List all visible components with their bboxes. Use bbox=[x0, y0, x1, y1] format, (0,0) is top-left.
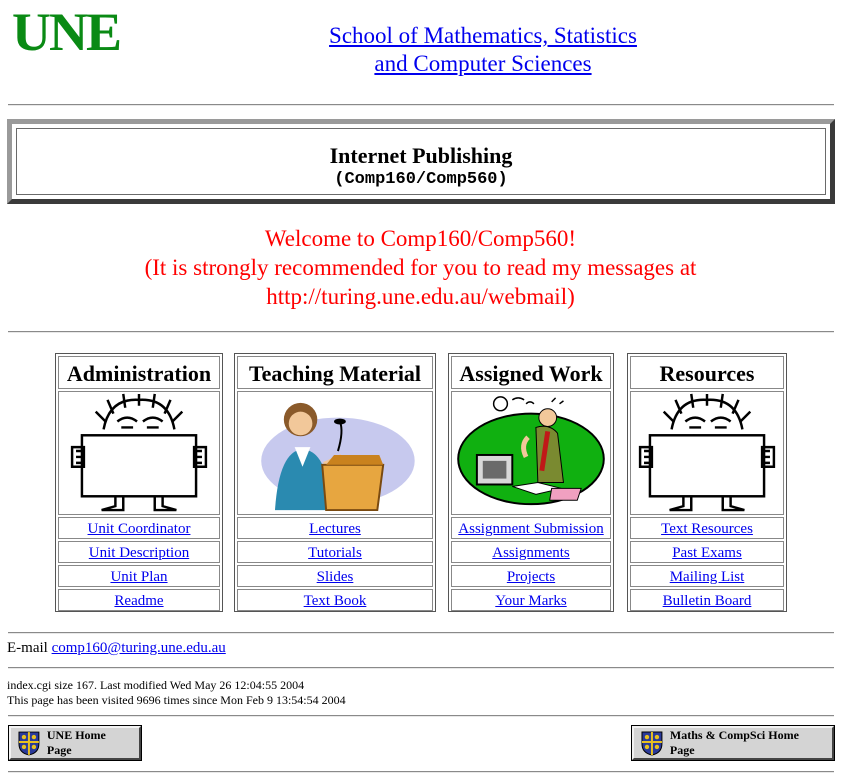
page-info bbox=[7, 678, 346, 708]
divider bbox=[8, 667, 834, 669]
school-link-line2[interactable]: and Computer Sciences bbox=[374, 51, 592, 76]
panel-heading: Teaching Material bbox=[237, 356, 433, 389]
link-text[interactable]: Tutorials bbox=[308, 545, 362, 561]
resources-panel bbox=[627, 353, 787, 612]
nav-link-bulletin-board[interactable] bbox=[630, 589, 784, 611]
school-title[interactable] bbox=[300, 22, 666, 78]
link-text[interactable]: Assignment Submission bbox=[458, 521, 604, 537]
nav-link-text-book[interactable] bbox=[237, 589, 433, 611]
course-title-box bbox=[7, 119, 835, 204]
divider bbox=[8, 632, 834, 634]
link-text[interactable]: Lectures bbox=[309, 521, 361, 537]
panel-heading: Assigned Work bbox=[451, 356, 611, 389]
link-text[interactable]: Unit Coordinator bbox=[87, 521, 191, 537]
sign-holding-character-image bbox=[630, 391, 784, 515]
link-text[interactable]: Projects bbox=[506, 569, 556, 585]
panel-heading: Administration bbox=[58, 356, 220, 389]
lecturer-icon bbox=[238, 392, 432, 514]
welcome-line-2: (It is strongly recommended for you to read my messages at bbox=[144, 255, 697, 280]
welcome-line-1: Welcome to Comp160/Comp560! bbox=[264, 226, 577, 251]
lecturer-at-podium-image bbox=[237, 391, 433, 515]
welcome-message bbox=[0, 224, 841, 311]
link-text[interactable]: Slides bbox=[316, 569, 354, 585]
administration-panel bbox=[55, 353, 223, 612]
course-title-inner bbox=[16, 128, 826, 195]
link-text[interactable]: Mailing List bbox=[669, 569, 745, 585]
link-text[interactable]: Text Resources bbox=[661, 521, 753, 537]
frustrated-computer-user-image bbox=[451, 391, 611, 515]
email-link[interactable]: comp160@turing.une.edu.au bbox=[51, 640, 226, 656]
school-home-label: Maths & CompSci Home Page bbox=[669, 728, 799, 757]
nav-link-assignment-submission[interactable] bbox=[451, 517, 611, 539]
une-home-button[interactable] bbox=[9, 726, 141, 760]
visit-counter-text: This page has been visited 9696 times since Mon Feb 9 13:54:54 2004 bbox=[7, 693, 346, 707]
une-home-label: UNE Home Page bbox=[46, 728, 106, 757]
nav-link-unit-plan[interactable] bbox=[58, 565, 220, 587]
nav-link-lectures[interactable] bbox=[237, 517, 433, 539]
divider bbox=[8, 771, 834, 773]
last-modified-text: index.cgi size 167. Last modified Wed May 26 12:04:55 2004 bbox=[7, 678, 305, 692]
sign-character-icon bbox=[59, 392, 219, 514]
assigned-work-panel bbox=[448, 353, 614, 612]
course-title: Internet Publishing bbox=[329, 143, 513, 168]
une-crest-icon bbox=[640, 730, 664, 756]
nav-link-slides[interactable] bbox=[237, 565, 433, 587]
sign-character-icon bbox=[631, 392, 783, 514]
link-text[interactable]: Past Exams bbox=[672, 545, 742, 561]
une-logo: UNE bbox=[12, 2, 121, 62]
divider bbox=[8, 331, 834, 333]
link-text[interactable]: Unit Plan bbox=[110, 569, 168, 585]
link-text[interactable]: Readme bbox=[114, 593, 164, 609]
email-label: E-mail bbox=[7, 640, 48, 656]
link-text[interactable]: Assignments bbox=[492, 545, 570, 561]
nav-link-unit-description[interactable] bbox=[58, 541, 220, 563]
computer-user-icon bbox=[452, 392, 610, 514]
nav-link-assignments[interactable] bbox=[451, 541, 611, 563]
nav-link-mailing-list[interactable] bbox=[630, 565, 784, 587]
nav-link-past-exams[interactable] bbox=[630, 541, 784, 563]
link-text[interactable]: Bulletin Board bbox=[662, 593, 752, 609]
nav-link-your-marks[interactable] bbox=[451, 589, 611, 611]
nav-link-tutorials[interactable] bbox=[237, 541, 433, 563]
panel-heading: Resources bbox=[630, 356, 784, 389]
nav-link-unit-coordinator[interactable] bbox=[58, 517, 220, 539]
nav-link-projects[interactable] bbox=[451, 565, 611, 587]
nav-link-text-resources[interactable] bbox=[630, 517, 784, 539]
email-line bbox=[7, 640, 226, 657]
link-text[interactable]: Your Marks bbox=[495, 593, 567, 609]
divider bbox=[8, 104, 834, 106]
school-link-line1[interactable]: School of Mathematics, Statistics bbox=[329, 23, 637, 48]
school-home-button[interactable] bbox=[632, 726, 834, 760]
link-text[interactable]: Unit Description bbox=[88, 545, 190, 561]
link-text[interactable]: Text Book bbox=[303, 593, 367, 609]
course-code: (Comp160/Comp560) bbox=[334, 170, 508, 189]
divider bbox=[8, 715, 834, 717]
sign-holding-character-image bbox=[58, 391, 220, 515]
nav-link-readme[interactable] bbox=[58, 589, 220, 611]
une-crest-icon bbox=[17, 730, 41, 756]
welcome-line-3: http://turing.une.edu.au/webmail) bbox=[266, 284, 575, 309]
teaching-material-panel bbox=[234, 353, 436, 612]
